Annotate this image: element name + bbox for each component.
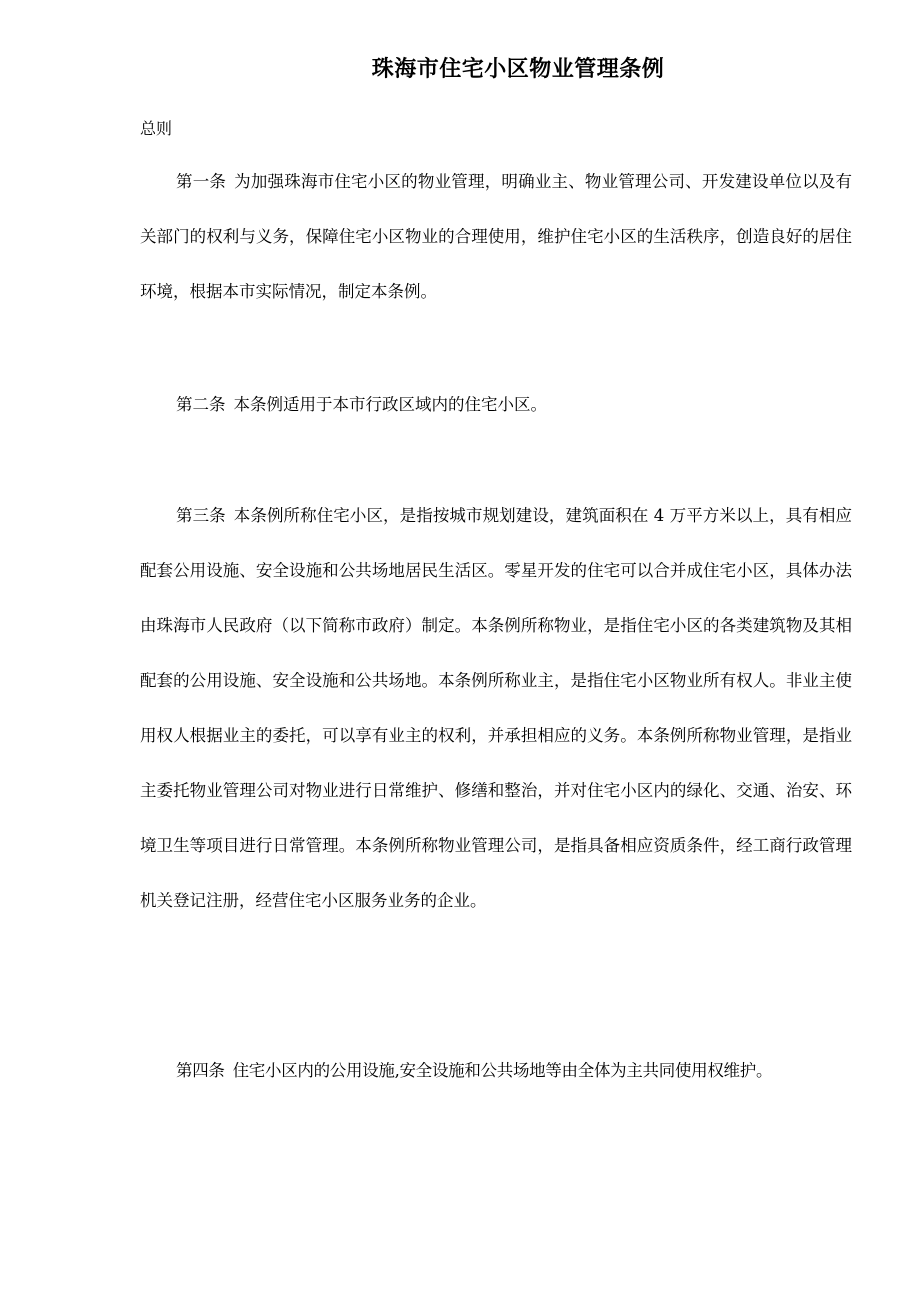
article-4 [140, 1043, 852, 1098]
document-title: 珠海市住宅小区物业管理条例 [371, 57, 665, 82]
article-4-text: 住宅小区内的公用设施,安全设施和公共场地等由全体为主共同使用权维护。 [232, 1061, 773, 1080]
article-2-text: 本条例适用于本市行政区域内的住宅小区。 [233, 395, 547, 414]
article-2-number: 第二条 [176, 395, 226, 414]
article-4-number: 第四条 [176, 1061, 225, 1080]
article-3 [140, 488, 852, 928]
article-1-number: 第一条 [176, 172, 227, 191]
article-2 [140, 377, 852, 432]
section-heading: 总则 [140, 119, 173, 138]
article-3-text: 本条例所称住宅小区，是指按城市规划建设，建筑面积在 4 万平方米以上，具有相应配套公用设施、安全设施和公共场地居民生活区。零星开发的住宅可以合并成住宅小区，具体办法由珠海市人民政府（以下简称市政府）制定。本条例所称物业，是指住宅小区的各类建筑物及其相配套的公用设施、安全设施和公共场地。本条例所称业主，是指住宅小区物业所有权人。非业主使用权人根据业主的委托，可以享有业主的权利，并承担相应的义务。本条例所称物业管理，是指业主委托物业管理公司对物业进行日常维护、修缮和整治，并对住宅小区内的绿化、交通、治安、环境卫生等项目进行日常管理。本条例所称物业管理公司，是指具备相应资质条件，经工商行政管理机关登记注册，经营住宅小区服务业务的企业。 [140, 506, 852, 910]
article-1 [140, 154, 852, 319]
article-1-text: 为加强珠海市住宅小区的物业管理，明确业主、物业管理公司、开发建设单位以及有关部门的权利与义务，保障住宅小区物业的合理使用，维护住宅小区的生活秩序，创造良好的居住环境，根据本市实际情况，制定本条例。 [140, 172, 853, 301]
article-3-number: 第三条 [176, 506, 226, 525]
